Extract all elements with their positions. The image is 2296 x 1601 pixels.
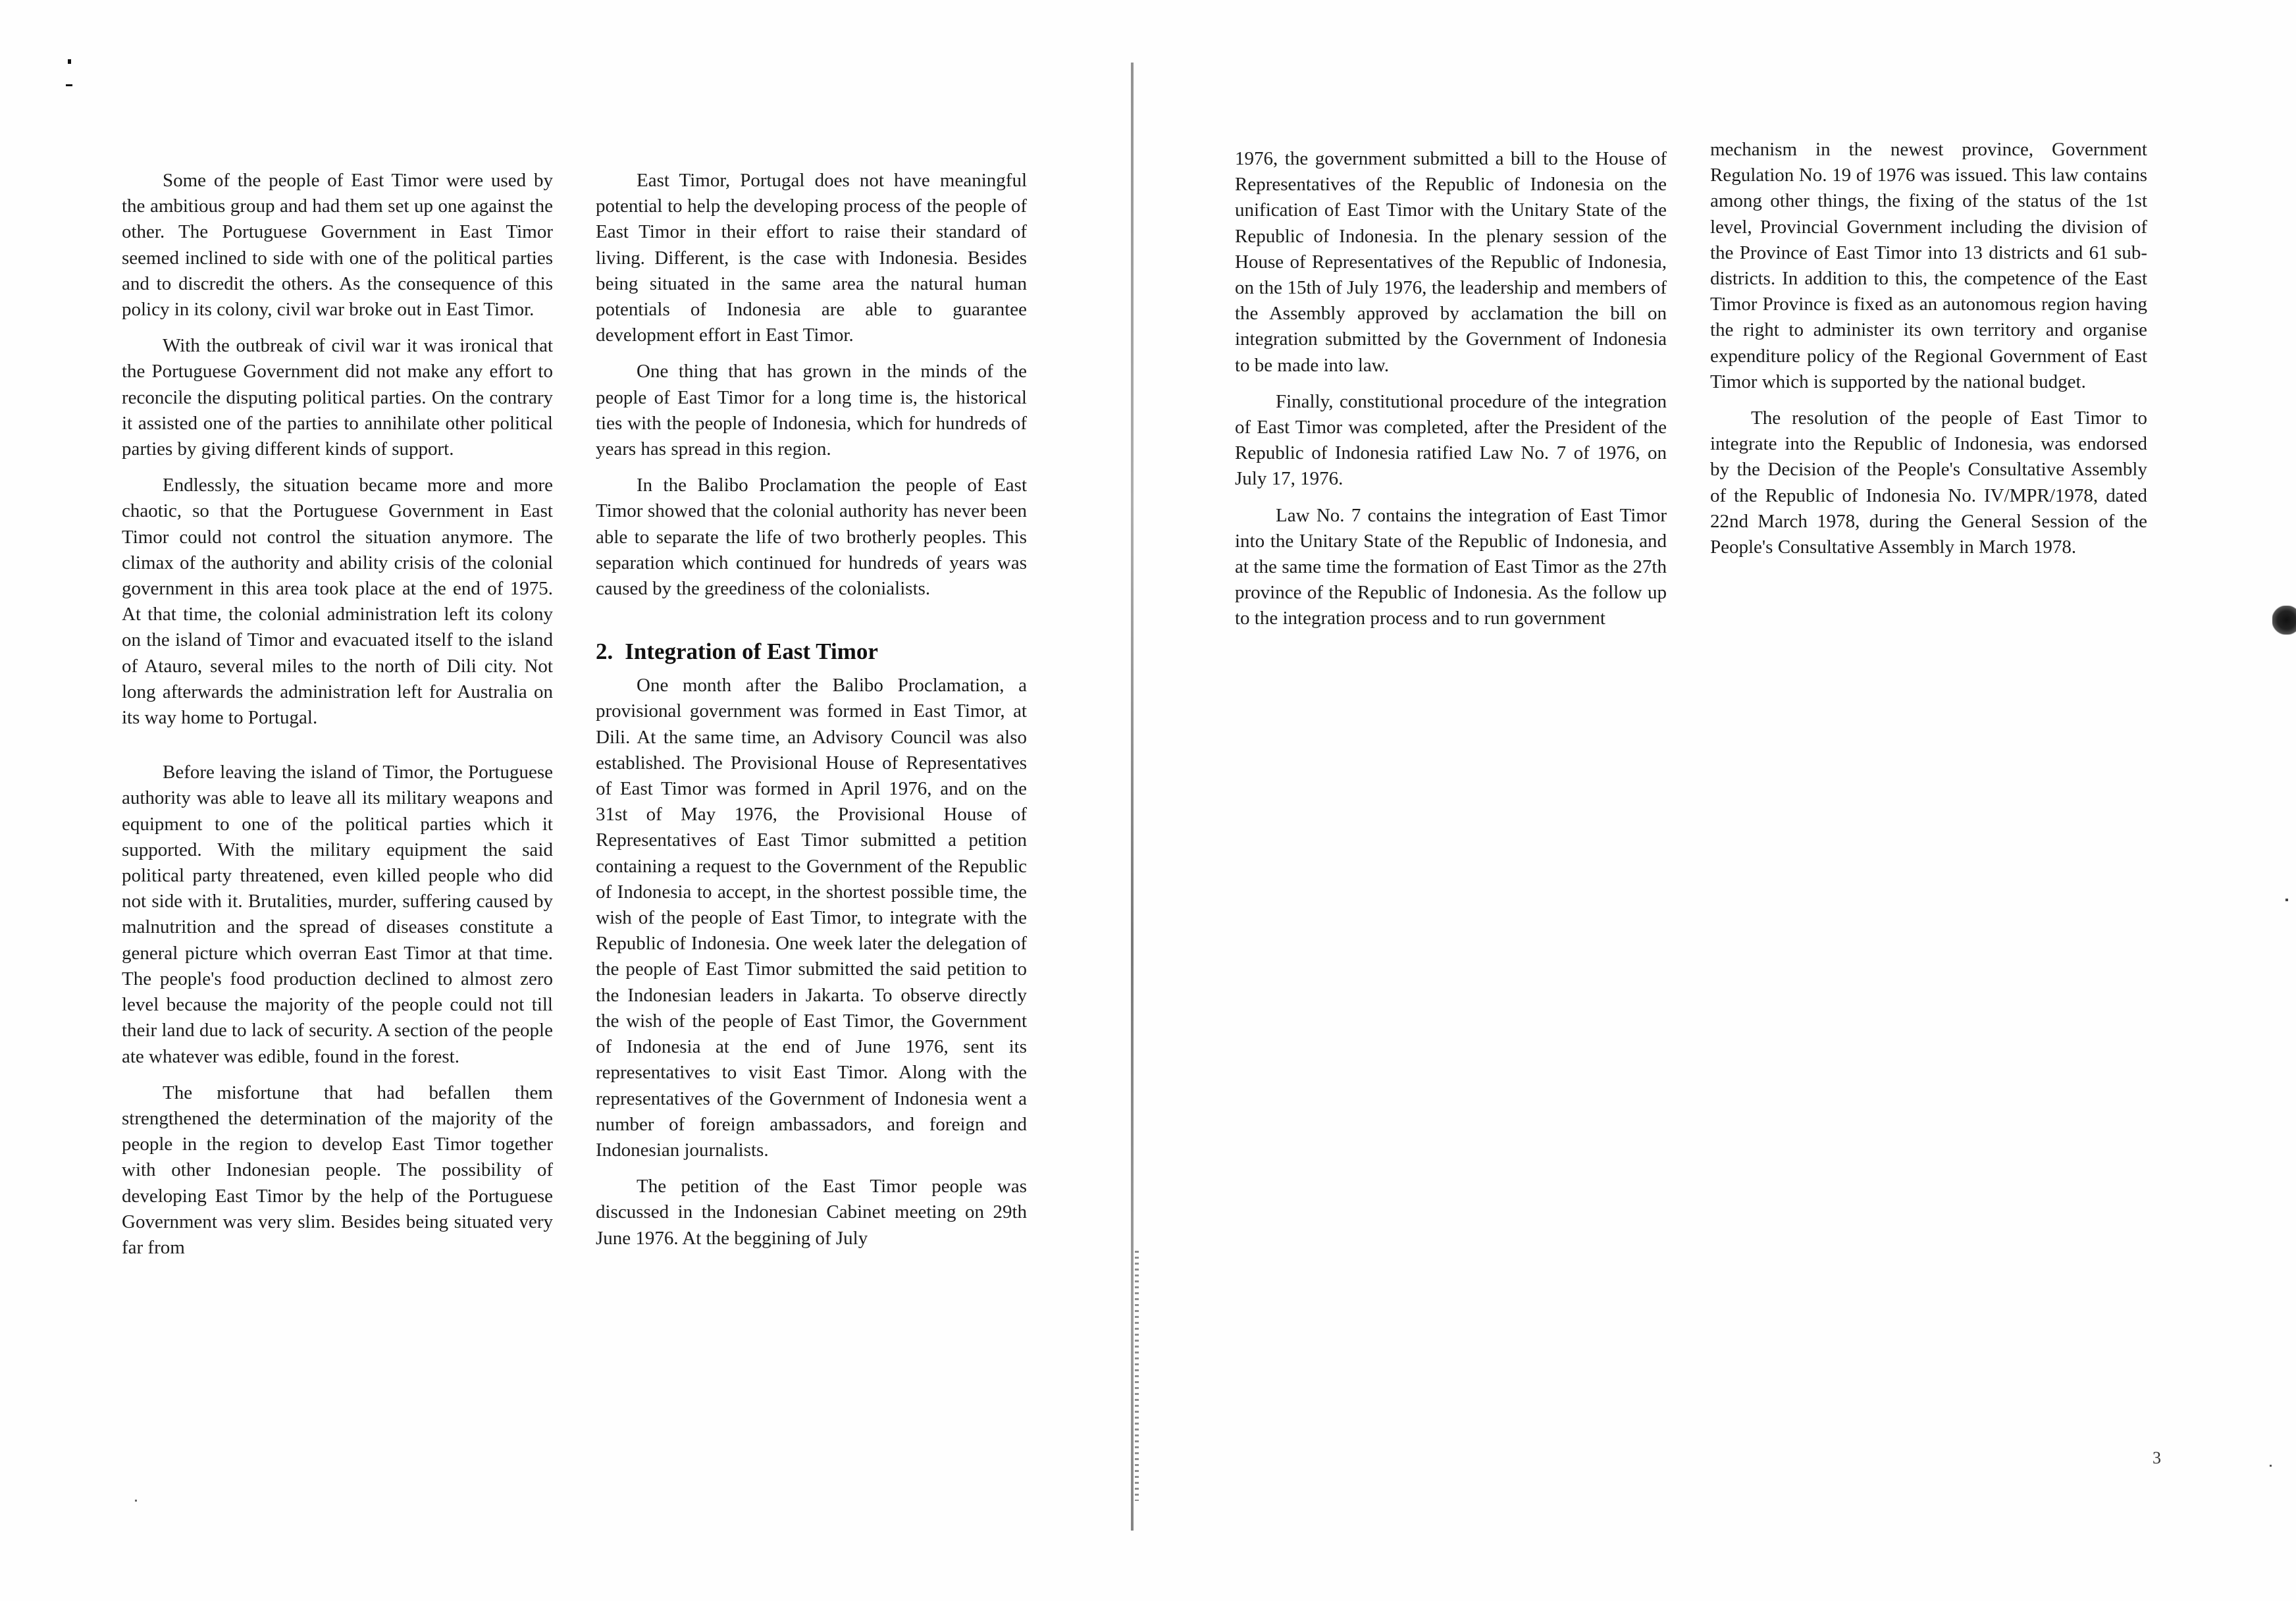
page-number: 3 — [2152, 1448, 2161, 1467]
paragraph: In the Balibo Proclamation the people of East Timor showed that the colonial authority has never been able to separate the life of two brotherly peoples. This separation which continued for hundreds of years was caused by the greediness of the colonialists. — [596, 475, 1027, 600]
paragraph: Some of the people of East Timor were used by the ambitious group and had them set up one against the other. The Portuguese Government in East Timor seemed inclined to side with one of the political parties and to discredit the others. As the consequence of this policy in its colony, civil war broke out in East Timor. — [122, 170, 553, 321]
column-4 — [1710, 137, 2147, 571]
paragraph: One thing that has grown in the minds of the people of East Timor for a long time is, the historical ties with the people of Indonesia, which for hundreds of years has spread in this region. — [596, 361, 1027, 460]
paragraph: The misfortune that had befallen them strengthened the determination of the majority of the people in the region to develop East Timor together with other Indonesian people. The possibility of developing East Timor by the help of the Portuguese Government was very slim. Besides being situated very far from — [122, 1082, 553, 1258]
column-3 — [1235, 146, 1667, 643]
paragraph: mechanism in the newest province, Government Regulation No. 19 of 1976 was issued. This law contains among other things, the fixing of the status of the 1st level, Provincial Government including the division of the Province of East Timor into 13 districts and 61 subdistricts. In addition to this, the competence of the East Timor Province is fixed as an autonomous region having the right to administer its own territory and organise expenditure policy of the Regional Government of East Timor which is supported by the national budget. — [1710, 139, 2147, 392]
paragraph: One month after the Balibo Proclamation, a provisional government was formed in East Timor, at Dili. At the same time, an Advisory Council was also established. The Provisional House of Representatives of East Timor was formed in April 1976, and on the 31st of May 1976, the Provisional House of Representatives of East Timor submitted a petition containing a request to the Government of the Republic of Indonesia to accept, in the shortest possible time, the wish of the people of East Timor, to integrate with the Republic of Indonesia. One week later the delegation of the people of East Timor submitted the said petition to the Indonesian leaders in Jakarta. To observe directly the wish of the people of East Timor, the Government of Indonesia at the end of June 1976, sent its representatives to visit East Timor. Along with the representatives of the Government of Indonesia went a number of foreign ambassadors, and foreign and Indonesian journalists. — [596, 675, 1027, 1161]
paragraph: With the outbreak of civil war it was ironical that the Portuguese Government did not make any effort to reconcile the disputing political parties. On the contrary it assisted one of the parties to annihilate other political parties by giving different kinds of support. — [122, 335, 553, 460]
section-title: Integration of East Timor — [625, 639, 878, 665]
paragraph: The petition of the East Timor people was discussed in the Indonesian Cabinet meeting on 29th June 1976. At the beggining of July — [596, 1176, 1027, 1249]
paragraph: East Timor, Portugal does not have meaningful potential to help the developing process of the people of East Timor in their effort to raise their standard of living. Different, is the case with Indonesia. Besides being situated in the same area the natural human potentials of Indonesia are able to guarantee development effort in East Timor. — [596, 170, 1027, 346]
paragraph: Endlessly, the situation became more and more chaotic, so that the Portuguese Government in East Timor could not control the situation anymore. The climax of the authority and ability crisis of the colonial government in this area took place at the end of 1975. At that time, the colonial administration left its colony on the island of Timor and evacuated itself to the island of Atauro, several miles to the north of Dili city. Not long afterwards the administration left for Australia on its way home to Portugal. — [122, 475, 553, 729]
paragraph: Before leaving the island of Timor, the Portuguese authority was able to leave all its military weapons and equipment to one of the political parties which it supported. With the military equipment the said political party threatened, even killed people who did not side with it. Brutalities, murder, suffering caused by malnutrition and the spread of diseases constitute a general picture which overran East Timor at that time. The people's food production declined to almost zero level because the majority of the people could not till their land due to lack of security. A section of the people ate whatever was edible, found in the forest. — [122, 762, 553, 1067]
paragraph: 1976, the government submitted a bill to the House of Representatives of the Republic of Indonesia on the unification of East Timor with the Unitary State of the Republic of Indonesia. In the plenary session of the House of Representatives of the Republic of Indonesia, on the 15th of July 1976, the leadership and members of the Assembly approved by acclamation the bill on integration submitted by the Government of Indonesia to be made into law. — [1235, 148, 1667, 376]
section-number: 2. — [596, 639, 613, 665]
paragraph: Finally, constitutional procedure of the integration of East Timor was completed, after the President of the Republic of Indonesia ratified Law No. 7 of 1976, on July 17, 1976. — [1235, 390, 1667, 490]
paragraph: The resolution of the people of East Timor to integrate into the Republic of Indonesia, was endorsed by the Decision of the People's Consultative Assembly of the Republic of Indonesia No. IV/MPR/1978, dated 22nd March 1978, during the General Session of the People's Consultative Assembly in March 1978. — [1710, 407, 2147, 558]
paragraph: Law No. 7 contains the integration of East Timor into the Unitary State of the Republic of Indonesia, and at the same time the formation of East Timor as the 27th province of the Republic of Indonesia. As the follow up to the integration process and to run government — [1235, 504, 1667, 629]
